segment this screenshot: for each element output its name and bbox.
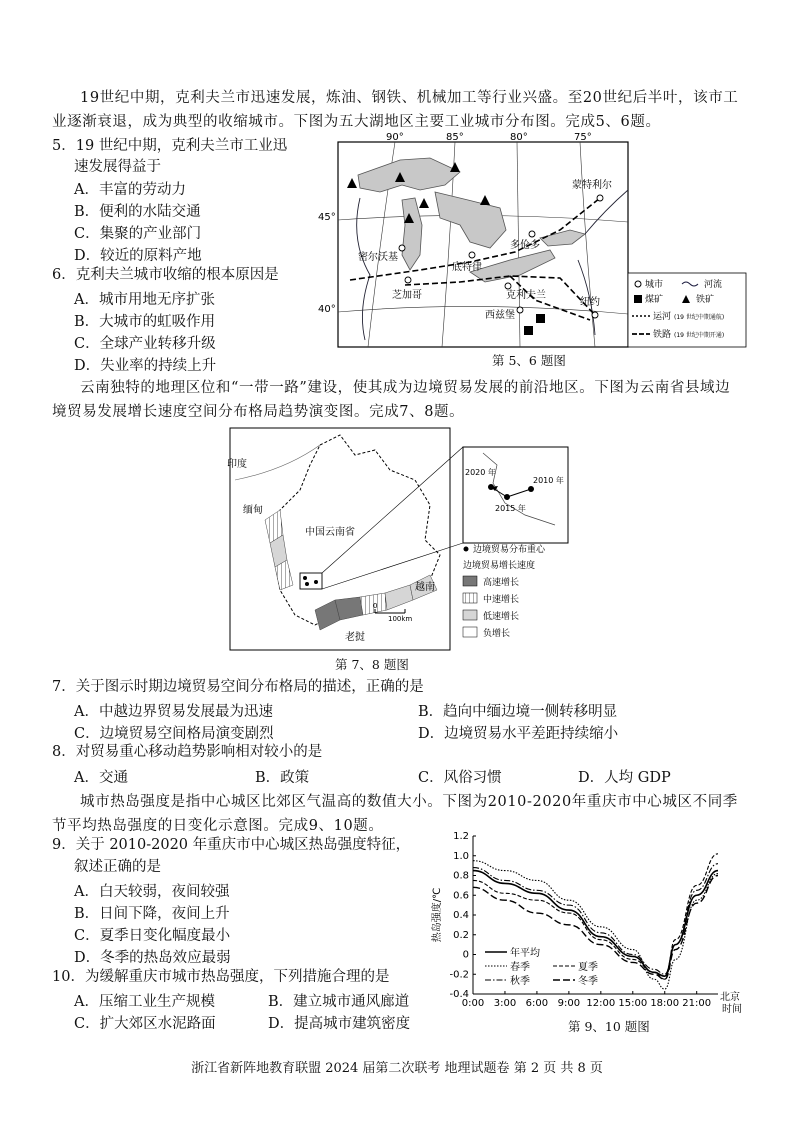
question-5-option-d: D．较近的原料产地: [74, 248, 202, 264]
question-6-option-d: D．失业率的持续上升: [74, 358, 217, 374]
scale-label: 100km: [388, 615, 413, 623]
y-tick-label: 0: [462, 949, 469, 961]
coal-mine-1: [536, 314, 545, 323]
series-line-3: [473, 854, 718, 979]
lon-label-90: 90°: [386, 132, 404, 143]
legend-center: 边境贸易分布重心: [473, 545, 546, 555]
x-tick-label: 9:00: [557, 998, 581, 1009]
question-7-option-a: A．中越边界贸易发展最为迅速: [74, 704, 273, 720]
legend-label: 年平均: [510, 948, 540, 959]
heat-island-chart: [428, 828, 758, 1028]
city-label-newyork: 纽约: [580, 297, 600, 308]
question-7-stem: 7．关于图示时期边境贸易空间分布格局的描述，正确的是: [52, 679, 424, 695]
y-tick-label: 0.8: [453, 870, 469, 882]
question-9-option-b: B．日间下降，夜间上升: [74, 906, 230, 922]
great-lakes-map: [310, 130, 750, 370]
inset-2010: 2010 年: [533, 476, 564, 485]
city-label-detroit: 底特律: [452, 262, 482, 273]
intro-paragraph-5-6: 19世纪中期，克利夫兰市迅速发展，炼油、钢铁、机械加工等行业兴盛。至20世纪后半叶，该市工业逐渐衰退，成为典型的收缩城市。下图为五大湖地区主要工业城市分布图。完成5、6题。: [52, 90, 739, 130]
intro-paragraph-9-10: 城市热岛强度是指中心城区比郊区气温高的数值大小。下图为2010-2020年重庆市中心城区不同季节平均热岛强度的日变化示意图。完成9、10题。: [52, 794, 738, 834]
city-label-toronto: 多伦多: [510, 240, 540, 251]
legend-label: 春季: [510, 962, 530, 973]
x-axis-label-1: 北京: [720, 992, 740, 1003]
question-8-option-c: C．风俗习惯: [418, 770, 502, 786]
question-10-option-c: C．扩大郊区水泥路面: [74, 1016, 216, 1032]
x-axis-label-2: 时间: [722, 1004, 742, 1015]
y-tick-label: -0.2: [449, 969, 469, 981]
legend-iron: 铁矿: [696, 295, 715, 305]
lat-label-40: 40°: [318, 304, 336, 315]
x-tick-label: 0:00: [461, 998, 485, 1009]
question-5-stem-line2: 速发展得益于: [74, 159, 161, 175]
city-pittsburgh: [517, 307, 523, 313]
legend-speed-title: 边境贸易增长速度: [463, 561, 536, 571]
question-5-stem-line1: 5．19 世纪中期，克利夫兰市工业迅: [52, 138, 288, 154]
question-9-option-d: D．冬季的热岛效应最弱: [74, 950, 231, 966]
city-newyork: [592, 312, 598, 318]
legend-label: 冬季: [578, 976, 598, 987]
legend-label: 秋季: [510, 976, 530, 987]
city-label-montreal: 蒙特利尔: [572, 180, 612, 191]
legend-city: 城市: [645, 280, 664, 290]
city-milwaukee: [399, 245, 405, 251]
legend-neg: 负增长: [483, 629, 511, 639]
question-5-option-c: C．集聚的产业部门: [74, 226, 202, 242]
lon-label-80: 80°: [510, 132, 528, 143]
question-7-option-d: D．边境贸易水平差距持续缩小: [418, 726, 619, 742]
label-india: 印度: [227, 459, 247, 470]
legend-label: 夏季: [578, 962, 598, 973]
city-montreal: [597, 195, 603, 201]
y-tick-label: 1.0: [453, 850, 469, 862]
series-line-1: [473, 871, 718, 977]
question-7-option-c: C．边境贸易空间格局演变剧烈: [74, 726, 274, 742]
x-tick-label: 21:00: [682, 998, 712, 1009]
question-9-stem-line2: 叙述正确的是: [74, 859, 161, 875]
x-tick-label: 6:00: [525, 998, 549, 1009]
question-7-option-b: B．趋向中缅边境一侧转移明显: [418, 704, 618, 720]
map2-caption: 第 7、8 题图: [335, 657, 409, 672]
map1-legend: [628, 273, 746, 347]
legend-rail: 铁路: [653, 330, 672, 340]
legend-coal: 煤矿: [645, 295, 664, 305]
label-myanmar: 缅甸: [243, 505, 263, 516]
x-tick-label: 15:00: [618, 998, 648, 1009]
lon-label-75: 75°: [574, 132, 592, 143]
lon-label-85: 85°: [446, 132, 464, 143]
city-label-pittsburgh: 西兹堡: [485, 310, 515, 321]
yunnan-map: [225, 425, 575, 655]
legend-canal: 运河: [653, 312, 672, 322]
question-8-option-d: D．人均 GDP: [578, 770, 671, 786]
city-cleveland: [505, 283, 511, 289]
question-10-option-d: D．提高城市建筑密度: [268, 1016, 411, 1032]
city-label-chicago: 芝加哥: [392, 290, 422, 301]
label-vietnam: 越南: [415, 582, 435, 593]
question-8-stem: 8．对贸易重心移动趋势影响相对较小的是: [52, 744, 323, 760]
question-9-stem-line1: 9．关于 2010-2020 年重庆市中心城区热岛强度特征，: [52, 837, 411, 853]
legend-river: 河流: [704, 280, 723, 290]
question-6-option-a: A．城市用地无序扩张: [74, 292, 215, 308]
question-10-option-b: B．建立城市通风廊道: [268, 994, 410, 1010]
y-tick-label: 0.6: [453, 890, 469, 902]
y-axis-label: 热岛强度/℃: [432, 887, 443, 943]
y-tick-label: 0.2: [453, 929, 469, 941]
question-5-option-a: A．丰富的劳动力: [74, 182, 186, 198]
y-tick-label: -0.4: [449, 989, 469, 1000]
chart-caption: 第 9、10 题图: [568, 1019, 650, 1034]
question-9-option-a: A．白天较弱，夜间较强: [74, 884, 230, 900]
question-5-option-b: B．便利的水陆交通: [74, 204, 201, 220]
intro-paragraph-7-8: 云南独特的地理区位和“一带一路”建设，使其成为边境贸易发展的前沿地区。下图为云南省县域边境贸易发展增长速度空间分布格局趋势演变图。完成7、8题。: [52, 380, 731, 420]
legend-high: 高速增长: [483, 578, 520, 588]
x-tick-label: 3:00: [493, 998, 517, 1009]
y-tick-label: 1.2: [453, 831, 469, 842]
lat-label-45: 45°: [318, 212, 336, 223]
question-6-option-b: B．大城市的虹吸作用: [74, 314, 216, 330]
label-laos: 老挝: [345, 632, 365, 643]
city-detroit: [469, 252, 475, 258]
inset-2020: 2020 年: [465, 468, 496, 477]
coal-mine-2: [524, 326, 533, 335]
city-toronto: [529, 231, 535, 237]
legend-low: 低速增长: [483, 612, 520, 622]
question-9-option-c: C．夏季日变化幅度最小: [74, 928, 231, 944]
question-8-option-b: B．政策: [255, 770, 310, 786]
question-6-option-c: C．全球产业转移升级: [74, 336, 216, 352]
label-yunnan: 中国云南省: [305, 527, 355, 538]
legend-mid: 中速增长: [483, 595, 520, 605]
page-footer: 浙江省新阵地教育联盟 2024 届第二次联考 地理试题卷 第 2 页 共 8 页: [191, 1061, 603, 1076]
city-label-cleveland: 克利夫兰: [506, 290, 546, 301]
question-10-stem: 10．为缓解重庆市城市热岛强度，下列措施合理的是: [52, 969, 390, 985]
map1-caption: 第 5、6 题图: [492, 353, 566, 368]
legend-rail-note: (19 世纪中期开通): [674, 332, 725, 339]
x-tick-label: 12:00: [586, 998, 616, 1009]
inset-box: [463, 447, 568, 543]
city-label-milwaukee: 密尔沃基: [358, 252, 398, 263]
question-8-option-a: A．交通: [74, 770, 128, 786]
legend-canal-note: (19 世纪中期通航): [674, 314, 725, 321]
question-6-stem: 6．克利夫兰城市收缩的根本原因是: [52, 267, 279, 283]
city-chicago: [405, 277, 411, 283]
question-10-option-a: A．压缩工业生产规模: [74, 994, 215, 1010]
inset-2015: 2015 年: [495, 504, 526, 513]
svg-text:0: 0: [373, 602, 378, 610]
y-tick-label: 0.4: [453, 910, 469, 921]
x-tick-label: 18:00: [650, 998, 680, 1009]
map2-legend: [463, 543, 546, 639]
